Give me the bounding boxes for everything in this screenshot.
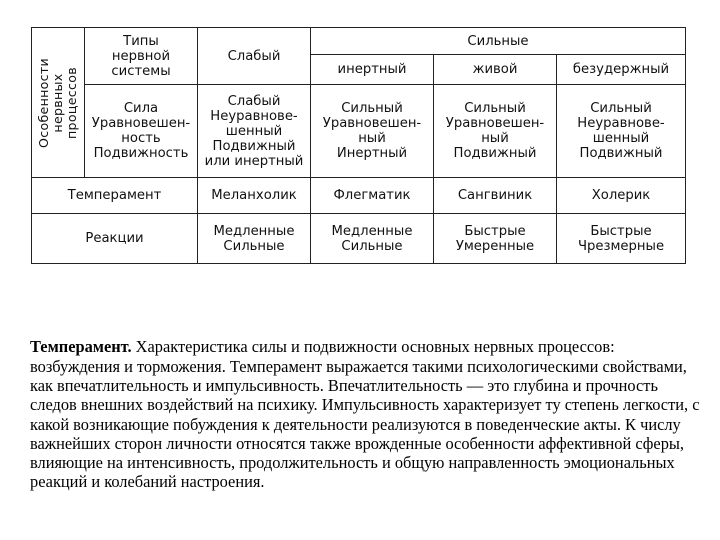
reactions-inert: Медленные Сильные bbox=[331, 223, 413, 254]
weak-header-cell bbox=[198, 28, 311, 85]
temperament-table-container bbox=[31, 27, 685, 263]
temperament-sanguine: Сангвиник bbox=[457, 188, 533, 203]
properties-lively: Сильный Уравновешен- ный Подвижный bbox=[445, 101, 545, 161]
properties-label-cell bbox=[85, 85, 198, 178]
strong-header-cell bbox=[311, 28, 686, 55]
subheader-lively-cell bbox=[434, 55, 557, 85]
temperament-melancholic: Меланхолик bbox=[211, 188, 297, 203]
temperament-table bbox=[31, 27, 686, 264]
subheader-unrestrained-cell bbox=[557, 55, 686, 85]
subheader-inert: инертный bbox=[337, 62, 407, 77]
definition-body: Характеристика силы и подвижности основных нервных процессов: возбуждения и торможения. Темперамент выражается такими психологическими свойствами, как впечатлительность и импульсивность. Впечатлительность — это глубина и прочность следов внешних воздействий на психику. Импульсивность характеризует ту степень легкости, с какой возникающие побуждения к деятельности реализуются в поведенческие акты. К числу важнейших сторон личности относятся также врожденные особенности аффективной сферы, влияющие на интенсивность, продолжительность и общую направленность эмоциональных реакций и колебаний настроения. bbox=[30, 337, 700, 492]
subheader-unrestrained: безудержный bbox=[572, 62, 670, 77]
reactions-inert-cell bbox=[311, 214, 434, 264]
subheader-lively: живой bbox=[472, 62, 518, 77]
temperament-label: Темперамент bbox=[67, 188, 162, 203]
reactions-lively-cell bbox=[434, 214, 557, 264]
reactions-unrestrained-cell bbox=[557, 214, 686, 264]
side-header-cell bbox=[32, 28, 85, 178]
reactions-unrestrained: Быстрые Чрезмерные bbox=[577, 223, 665, 254]
temperament-sanguine-cell bbox=[434, 178, 557, 214]
definition-term: Темперамент. bbox=[30, 337, 132, 357]
reactions-label: Реакции bbox=[85, 231, 144, 246]
temperament-phlegmatic: Флегматик bbox=[333, 188, 411, 203]
temperament-label-cell bbox=[32, 178, 198, 214]
properties-lively-cell bbox=[434, 85, 557, 178]
temperament-phlegmatic-cell bbox=[311, 178, 434, 214]
reactions-label-cell bbox=[32, 214, 198, 264]
properties-weak: Слабый Неуравнове- шенный Подвижный или инертный bbox=[204, 93, 304, 169]
properties-inert: Сильный Уравновешен- ный Инертный bbox=[322, 101, 422, 161]
properties-unrestrained: Сильный Неуравнове- шенный Подвижный bbox=[577, 101, 665, 161]
types-header-label: Типы нервной системы bbox=[111, 33, 171, 79]
properties-label: Сила Уравновешен- ность Подвижность bbox=[91, 101, 191, 161]
weak-header-label: Слабый bbox=[227, 48, 281, 64]
reactions-lively: Быстрые Умеренные bbox=[455, 223, 535, 254]
temperament-melancholic-cell bbox=[198, 178, 311, 214]
temperament-choleric-cell bbox=[557, 178, 686, 214]
properties-unrestrained-cell bbox=[557, 85, 686, 178]
temperament-choleric: Холерик bbox=[591, 188, 651, 203]
definition-paragraph bbox=[30, 337, 700, 491]
reactions-weak: Медленные Сильные bbox=[213, 223, 295, 254]
subheader-inert-cell bbox=[311, 55, 434, 85]
properties-inert-cell bbox=[311, 85, 434, 178]
reactions-weak-cell bbox=[198, 214, 311, 264]
strong-header-label: Сильные bbox=[467, 33, 529, 49]
properties-weak-cell bbox=[198, 85, 311, 178]
types-header-cell bbox=[85, 28, 198, 85]
side-header-label: Особенности нервных процессов bbox=[36, 57, 79, 148]
